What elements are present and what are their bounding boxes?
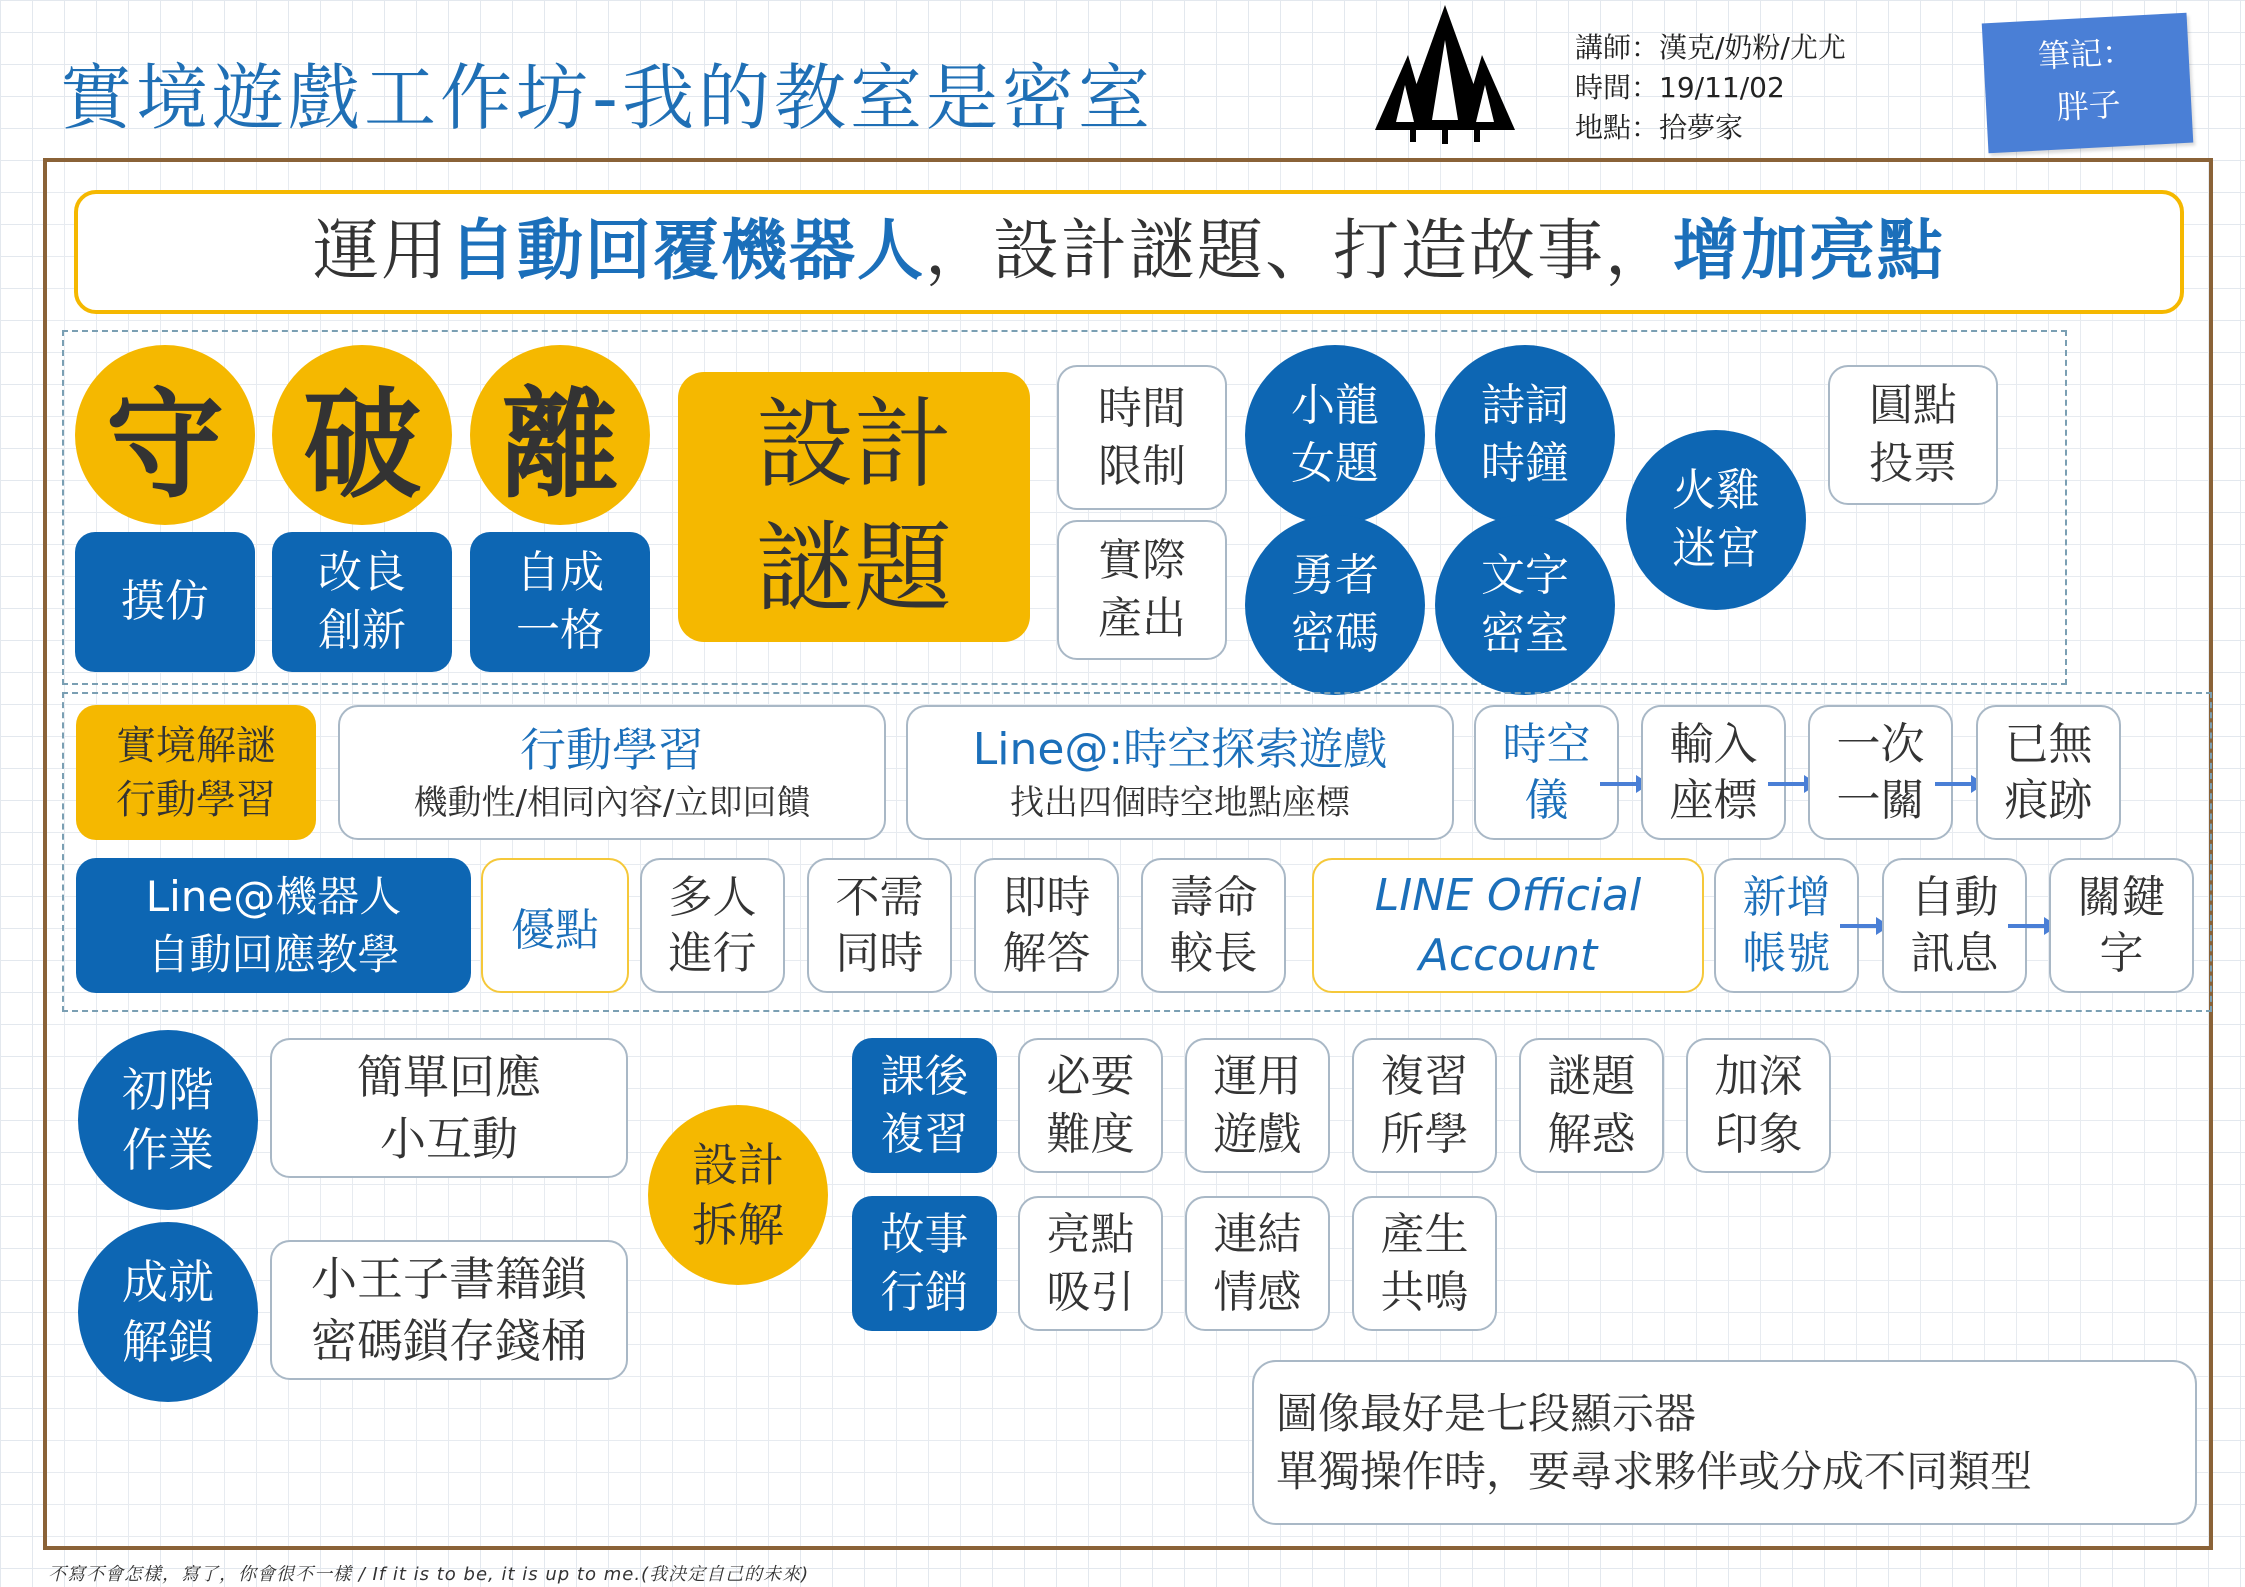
story-item-1: 亮點 吸引	[1018, 1196, 1163, 1331]
circle-li: 離	[470, 345, 650, 525]
banner-part1: 運用	[313, 212, 449, 289]
adv-item-4: 壽命 較長	[1141, 858, 1286, 993]
box-actual-output: 實際 產出	[1057, 520, 1227, 660]
story-item-3: 產生 共鳴	[1352, 1196, 1497, 1331]
flow1-step2: 輸入 座標	[1641, 705, 1786, 840]
page-title: 實境遊戲工作坊-我的教室是密室	[60, 56, 1154, 140]
box-review: 課後 複習	[852, 1038, 997, 1173]
circle-achieve: 成就 解鎖	[78, 1222, 258, 1402]
sticky-note	[1982, 13, 2194, 154]
box-advantage: 優點	[481, 858, 629, 993]
story-item-2: 連結 情感	[1185, 1196, 1330, 1331]
circle-design-break: 設計 拆解	[648, 1105, 828, 1285]
circle-dragon: 小龍 女題	[1245, 345, 1425, 525]
circle-poem: 詩詞 時鐘	[1435, 345, 1615, 525]
banner-highlight-robot: 自動回覆機器人	[449, 212, 925, 289]
box-line-official: LINE Official Account	[1312, 858, 1704, 993]
circle-chicken: 火雞 迷宮	[1626, 430, 1806, 610]
line-game-title: Line@:時空探索遊戲	[972, 723, 1388, 775]
box-zicheng: 自成 一格	[470, 532, 650, 672]
banner-part2: ，設計謎題、打造故事，	[925, 212, 1673, 289]
review-item-2: 運用 遊戲	[1185, 1038, 1330, 1173]
circle-po: 破	[272, 345, 452, 525]
box-story: 故事 行銷	[852, 1196, 997, 1331]
flow2-arrow1	[1840, 924, 1880, 928]
review-item-1: 必要 難度	[1018, 1038, 1163, 1173]
box-mobile-learning	[338, 705, 886, 840]
box-line-game	[906, 705, 1454, 840]
flow2-arrow2	[2008, 924, 2048, 928]
notes-line-1: 圖像最好是七段顯示器	[1276, 1388, 1697, 1438]
box-dot-vote: 圓點 投票	[1828, 365, 1998, 505]
main-banner	[74, 190, 2184, 314]
meta-instructor: 講師：漢克/奶粉/尤尤	[1575, 31, 1846, 64]
adv-item-1: 多人 進行	[640, 858, 785, 993]
workshop-meta	[1575, 28, 1846, 148]
box-notes	[1252, 1360, 2197, 1525]
box-design-puzzle: 設計 謎題	[678, 372, 1030, 642]
note-label: 筆記：	[2037, 32, 2135, 76]
flow1-step4: 已無 痕跡	[1976, 705, 2121, 840]
mobile-sub: 機動性/相同內容/立即回饋	[413, 782, 811, 823]
review-item-4: 謎題 解惑	[1519, 1038, 1664, 1173]
box-gailiang: 改良 創新	[272, 532, 452, 672]
footer-motto: 不寫不會怎樣，寫了，你會很不一樣 / If it is to be, it is up to me.(我決定自己的未來)	[48, 1564, 810, 1585]
mobile-title: 行動學習	[520, 722, 704, 777]
circle-wordroom: 文字 密室	[1435, 515, 1615, 695]
box-mofang: 摸仿	[75, 532, 255, 672]
line-game-sub: 找出四個時空地點座標	[1010, 782, 1350, 823]
notes-line-2: 單獨操作時，要尋求夥伴或分成不同類型	[1276, 1446, 2033, 1496]
circle-beginner: 初階 作業	[78, 1030, 258, 1210]
adv-item-3: 即時 解答	[974, 858, 1119, 993]
flow1-step3: 一次 一關	[1808, 705, 1953, 840]
box-line-bot: Line@機器人 自動回應教學	[76, 858, 471, 993]
flow1-step1: 時空 儀	[1474, 705, 1619, 840]
flow2-step3: 關鍵 字	[2049, 858, 2194, 993]
circle-hero: 勇者 密碼	[1245, 515, 1425, 695]
note-author: 胖子	[2055, 85, 2122, 127]
flow2-step1: 新增 帳號	[1714, 858, 1859, 993]
flow1-arrow1	[1600, 782, 1640, 786]
box-beginner-desc: 簡單回應 小互動	[270, 1038, 628, 1178]
banner-highlight-spotlight: 增加亮點	[1673, 212, 1945, 289]
flow2-step2: 自動 訊息	[1882, 858, 2027, 993]
circle-shu: 守	[75, 345, 255, 525]
box-time-limit: 時間 限制	[1057, 365, 1227, 510]
review-item-3: 複習 所學	[1352, 1038, 1497, 1173]
flow1-arrow3	[1935, 782, 1975, 786]
forest-logo-icon	[1370, 0, 1520, 148]
flow1-arrow2	[1768, 782, 1808, 786]
meta-place: 地點：拾夢家	[1575, 111, 1744, 144]
box-real-game: 實境解謎 行動學習	[76, 705, 316, 840]
review-item-5: 加深 印象	[1686, 1038, 1831, 1173]
adv-item-2: 不需 同時	[807, 858, 952, 993]
meta-time: 時間：19/11/02	[1575, 71, 1785, 104]
box-achieve-desc: 小王子書籍鎖 密碼鎖存錢桶	[270, 1240, 628, 1380]
